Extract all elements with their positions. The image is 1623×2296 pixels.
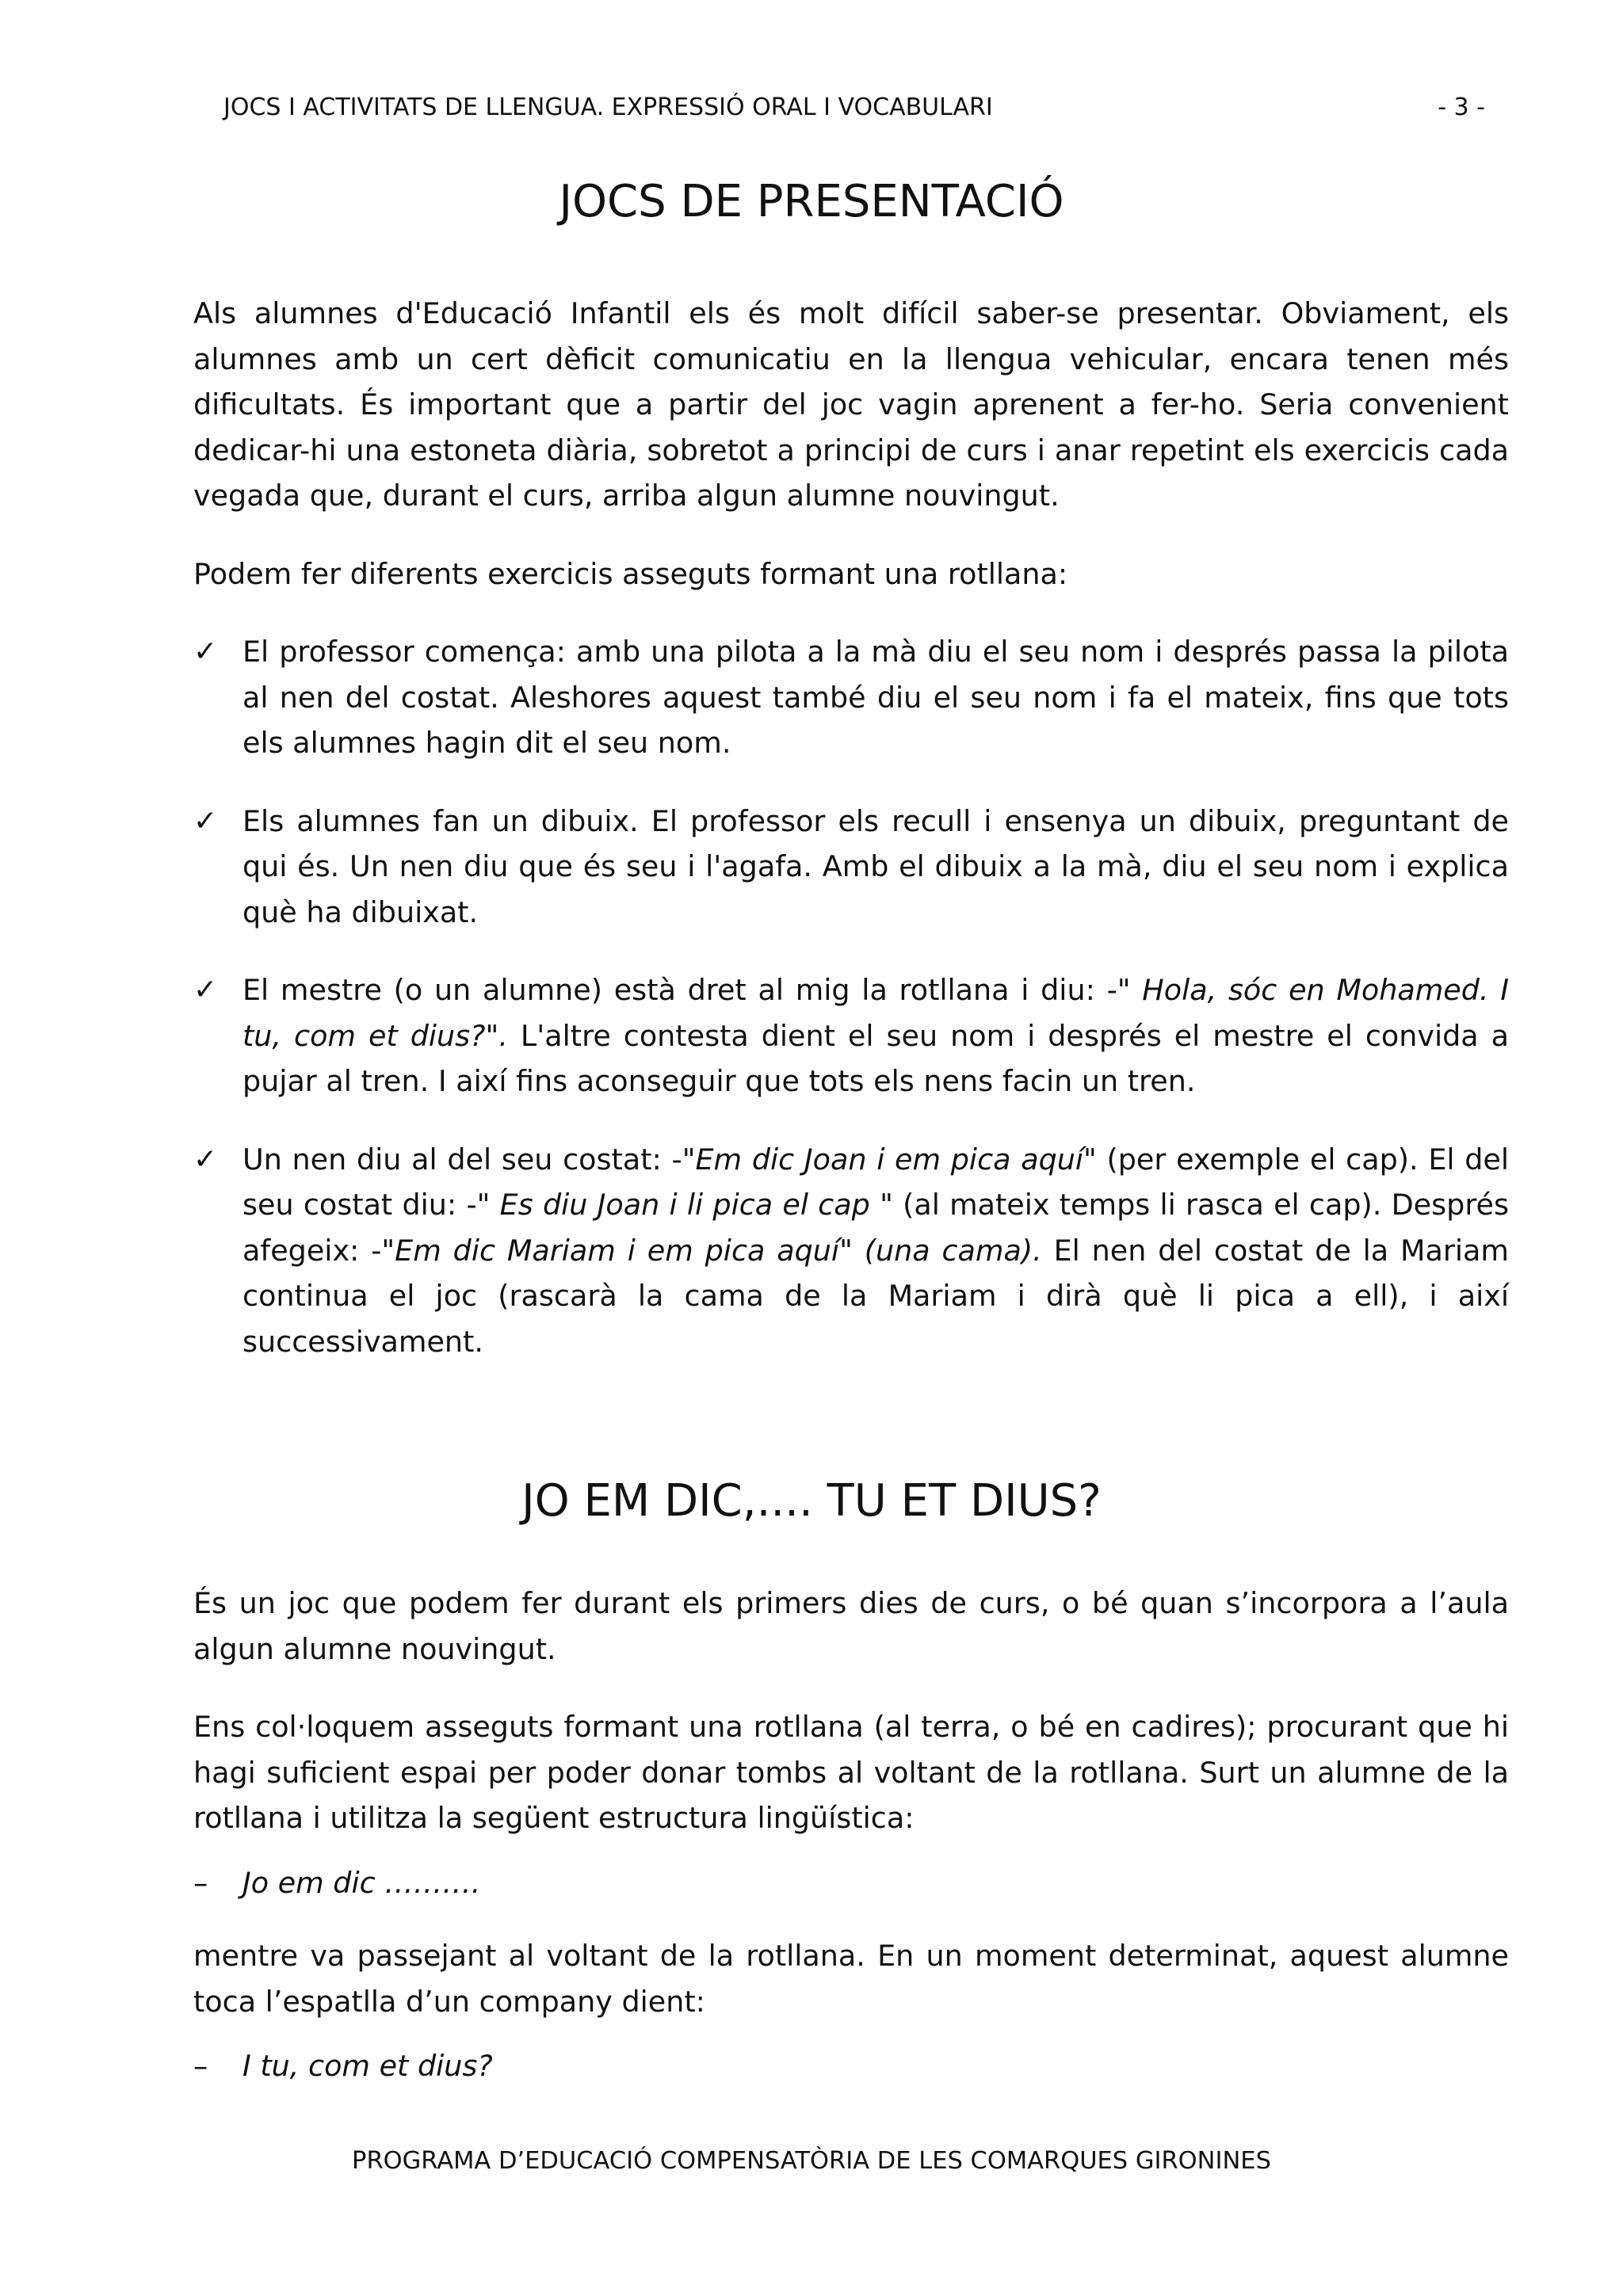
page-footer: PROGRAMA D’EDUCACIÓ COMPENSATÒRIA DE LES COMARQUES GIRONINES xyxy=(352,2147,1271,2175)
quoted-dialogue: Es diu Joan i li pica el cap xyxy=(499,1188,880,1222)
paragraph: mentre va passejant al voltant de la rotllana. En un moment determinat, aquest alumne toca l’espatlla d’un company dient: xyxy=(193,1939,1509,2019)
lead-paragraph: Podem fer diferents exercicis asseguts formant una rotllana: xyxy=(193,556,1068,591)
section2-body xyxy=(193,1581,1509,2089)
list-item-text xyxy=(242,967,1509,1104)
page-number: - 3 - xyxy=(1438,93,1485,121)
text-run: Un nen diu al del seu costat: - xyxy=(242,1142,682,1177)
quoted-dialogue: "Em dic Mariam i em pica aquí" (una cama). xyxy=(381,1233,1042,1268)
checkmark-icon: ✓ xyxy=(193,804,218,837)
dialogue-text: Jo em dic ………. xyxy=(242,1865,481,1900)
list-item xyxy=(193,629,1509,766)
quoted-dialogue: "Em dic Joan i em pica aquí" xyxy=(682,1142,1097,1177)
checkmark-icon: ✓ xyxy=(193,635,218,668)
dialogue-text: I tu, com et dius? xyxy=(242,2049,493,2083)
list-item xyxy=(193,1137,1509,1365)
text-run: El nen del costat de la Mariam continua el joc (rascarà la cama de la Mariam i dirà què li pica a ell), i així successivament. xyxy=(242,1233,1509,1359)
list-item-text: El professor comença: amb una pilota a la mà diu el seu nom i després passa la pilota al nen del costat. Aleshores aquest també diu el seu nom i fa el mateix, fins que tots els alumnes hagin dit el seu nom. xyxy=(242,635,1509,760)
list-item xyxy=(193,967,1509,1104)
list-item xyxy=(193,799,1509,936)
list-item-text: Els alumnes fan un dibuix. El professor els recull i ensenya un dibuix, preguntant de qui és. Un nen diu que és seu i l'agafa. Amb el dibuix a la mà, diu el seu nom i explica què ha dibuixat. xyxy=(242,803,1509,929)
list-item-text xyxy=(242,1137,1509,1365)
checkmark-icon: ✓ xyxy=(193,974,218,1006)
section1-body xyxy=(193,291,1509,1364)
section-heading-presentacio: JOCS DE PRESENTACIÓ xyxy=(559,176,1064,227)
text-run: L'altre contesta dient el seu nom i després el mestre el convida a pujar al tren. I així fins aconseguir que tots els nens facin un tren. xyxy=(242,1018,1509,1098)
header-title: JOCS I ACTIVITATS DE LLENGUA. EXPRESSIÓ ORAL I VOCABULARI xyxy=(223,93,993,121)
page-header xyxy=(223,93,1485,133)
text-run: (per exemple el cap). El del seu costat diu: -" xyxy=(242,1142,1509,1222)
section-heading-jo-em-dic: JO EM DIC,.... TU ET DIUS? xyxy=(521,1475,1102,1527)
text-run: El mestre (o un alumne) està dret al mig la rotllana i diu: - xyxy=(242,973,1117,1007)
dialogue-line xyxy=(193,2043,1509,2089)
dash-marker: – xyxy=(193,1865,208,1900)
dash-marker: – xyxy=(193,2049,208,2083)
paragraph: Ens col·loquem asseguts formant una rotllana (al terra, o bé en cadires); procurant que hi hagi suficient espai per poder donar tombs al voltant de la rotllana. Surt un alumne de la rotllana i utilitza la següent estructura lingüística: xyxy=(193,1710,1509,1835)
intro-paragraph: Als alumnes d'Educació Infantil els és molt difícil saber-se presentar. Obviament, els alumnes amb un cert dèficit comunicatiu en la llengua vehicular, encara tenen més dificultats. És important que a partir del joc vagin aprenent a fer-ho. Seria convenient dedicar-hi una estoneta diària, sobretot a principi de curs i anar repetint els exercicis cada vegada que, durant el curs, arriba algun alumne nouvingut. xyxy=(193,296,1509,513)
checkmark-icon: ✓ xyxy=(193,1142,218,1176)
text-run: " (al mateix temps li rasca el cap). Després afegeix: - xyxy=(242,1188,1510,1268)
paragraph: És un joc que podem fer durant els primers dies de curs, o bé quan s’incorpora a l’aula algun alumne nouvingut. xyxy=(193,1586,1509,1666)
quoted-dialogue: " Hola, sóc en Mohamed. I tu, com et dius?". xyxy=(242,973,1509,1053)
dialogue-line xyxy=(193,1860,1509,1906)
